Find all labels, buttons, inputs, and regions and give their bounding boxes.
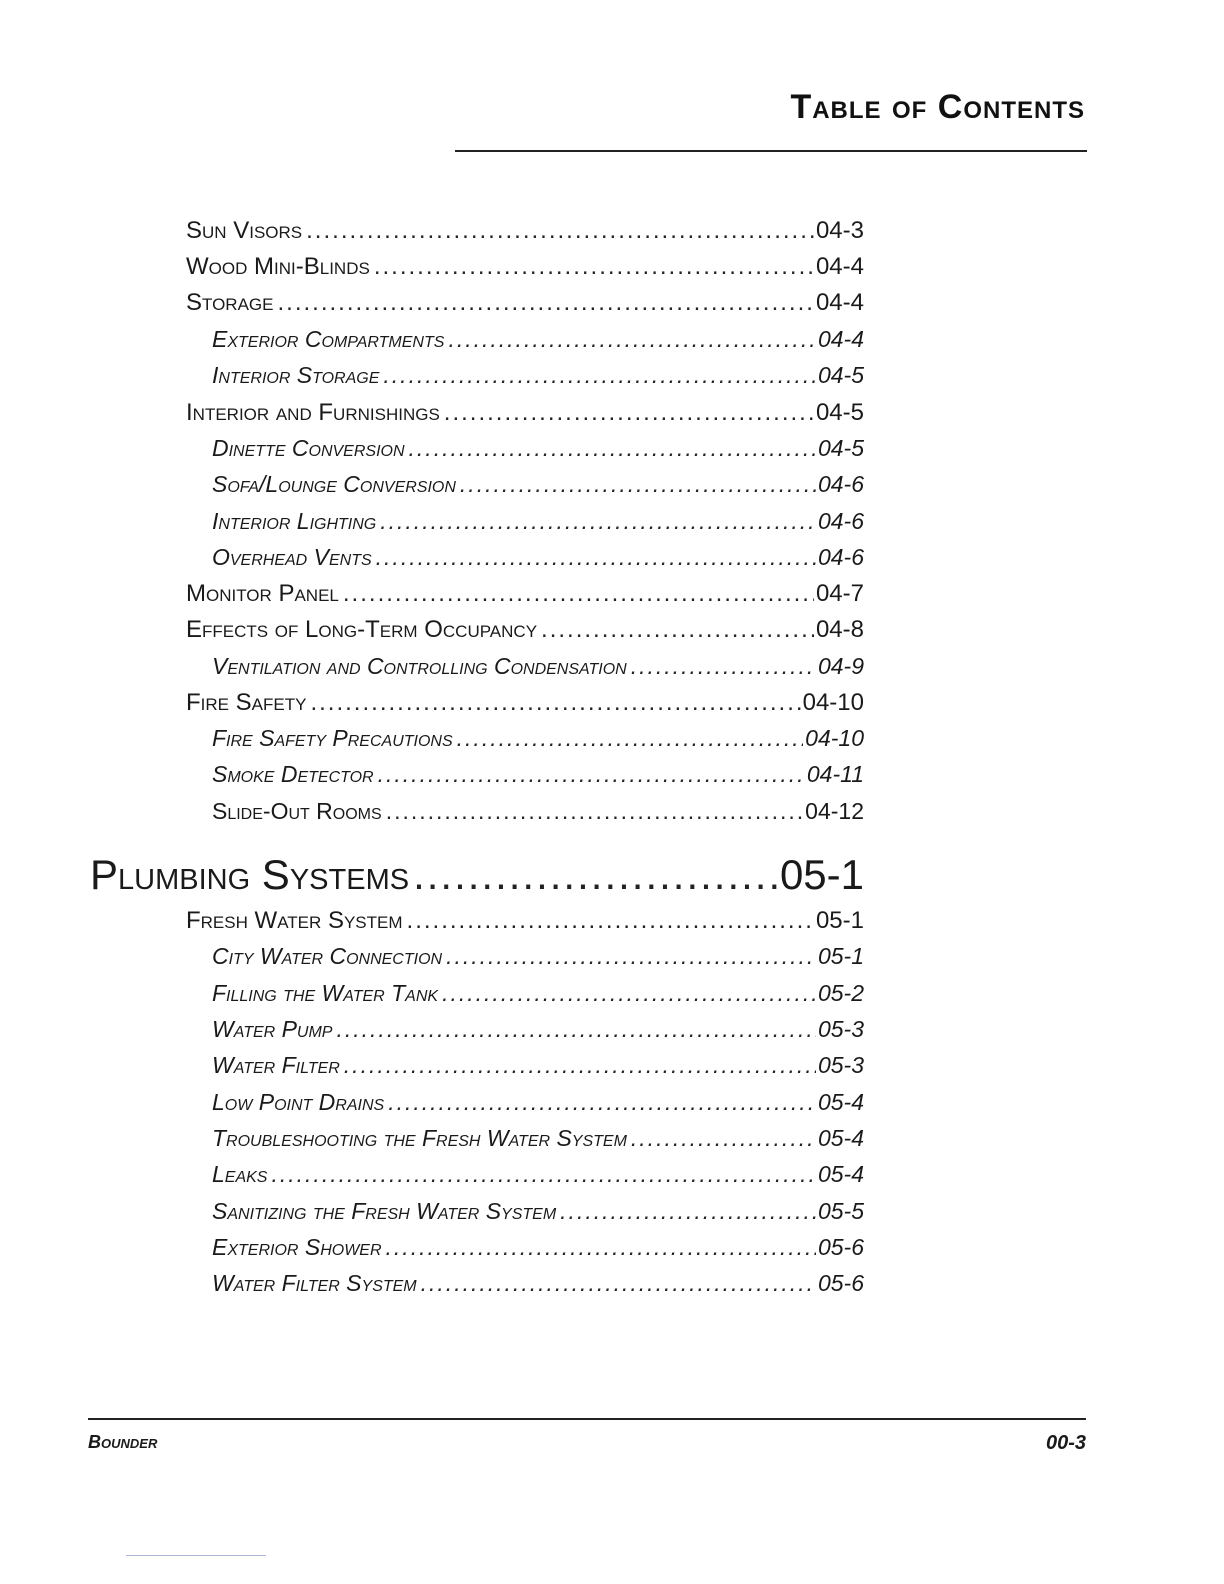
dot-leader <box>541 618 814 643</box>
toc-entry-label: Overhead Vents <box>212 544 372 570</box>
toc-entry-label: Ventilation and Controlling Condensation <box>212 653 627 679</box>
dot-leader <box>344 1054 816 1078</box>
dot-leader <box>560 1200 816 1224</box>
dot-leader <box>444 401 814 426</box>
dot-leader <box>278 291 814 316</box>
toc-entry-exterior-shower[interactable] <box>212 1234 864 1261</box>
toc-entry-page: 05-4 <box>817 1161 864 1187</box>
toc-entry-water-pump[interactable] <box>212 1016 864 1043</box>
dot-leader <box>374 255 814 280</box>
toc-entry-label: Fresh Water System <box>186 907 403 934</box>
dot-leader <box>386 1236 816 1260</box>
page-footer <box>88 1418 1086 1460</box>
toc-entry-filling-water-tank[interactable] <box>212 980 864 1007</box>
dot-leader <box>448 328 816 352</box>
dot-leader <box>442 982 816 1006</box>
toc-entry-water-filter[interactable] <box>212 1052 864 1079</box>
toc-entry-sun-visors[interactable] <box>186 217 864 245</box>
dot-leader <box>631 1127 816 1151</box>
toc-entry-slide-out-rooms[interactable] <box>212 798 864 825</box>
toc-entry-label: Sun Visors <box>186 217 303 244</box>
toc-entry-page: 04-5 <box>815 399 864 426</box>
toc-entry-fire-safety-precautions[interactable] <box>212 725 864 752</box>
toc-entry-page: 04-10 <box>802 689 864 716</box>
toc-entry-exterior-compartments[interactable] <box>212 326 864 353</box>
toc-entry-label: Sanitizing the Fresh Water System <box>212 1198 557 1224</box>
dot-leader <box>388 1091 816 1115</box>
toc-entry-label: Fire Safety Precautions <box>212 725 453 751</box>
toc-entry-interior-lighting[interactable] <box>212 508 864 535</box>
toc-entry-label: Effects of Long-Term Occupancy <box>186 616 538 643</box>
toc-entry-interior-and-furnishings[interactable] <box>186 399 864 427</box>
toc-entry-page: 04-9 <box>817 653 864 679</box>
toc-entry-leaks[interactable] <box>212 1161 864 1188</box>
toc-entry-fire-safety[interactable] <box>186 689 864 717</box>
toc-entry-label: Interior and Furnishings <box>186 399 440 426</box>
toc-entry-label: Exterior Compartments <box>212 326 445 352</box>
toc-entry-dinette-conversion[interactable] <box>212 435 864 462</box>
dot-leader <box>631 655 816 679</box>
dot-leader <box>413 854 778 896</box>
toc-entry-page: 04-3 <box>815 217 864 244</box>
toc-entry-label: Leaks <box>212 1161 268 1187</box>
toc-entry-page: 05-4 <box>817 1125 864 1151</box>
toc-entry-label: Exterior Shower <box>212 1234 382 1260</box>
toc-entry-page: 04-4 <box>817 326 864 352</box>
toc-chapter-label: Plumbing Systems <box>90 851 410 898</box>
dot-leader <box>376 546 816 570</box>
dot-leader <box>446 945 816 969</box>
toc-entry-ventilation-condensation[interactable] <box>212 653 864 680</box>
toc-entry-page: 05-6 <box>817 1234 864 1260</box>
toc-entry-page: 05-2 <box>817 980 864 1006</box>
toc-entry-water-filter-system[interactable] <box>212 1270 864 1297</box>
scan-artifact-line <box>126 1555 266 1556</box>
toc-entry-label: Sofa/Lounge Conversion <box>212 471 456 497</box>
toc-entry-overhead-vents[interactable] <box>212 544 864 571</box>
page-header <box>455 82 1087 152</box>
toc-entry-sanitizing[interactable] <box>212 1198 864 1225</box>
dot-leader <box>457 727 804 751</box>
dot-leader <box>460 473 816 497</box>
toc-entry-label: Filling the Water Tank <box>212 980 439 1006</box>
toc-entry-label: Water Filter System <box>212 1270 417 1296</box>
toc-entry-label: Interior Lighting <box>212 508 377 534</box>
dot-leader <box>343 582 814 607</box>
dot-leader <box>310 691 800 716</box>
page-title: Table of Contents <box>790 88 1085 126</box>
toc-entry-label: Water Pump <box>212 1016 333 1042</box>
toc-entry-low-point-drains[interactable] <box>212 1089 864 1116</box>
toc-entry-page: 05-1 <box>815 907 864 934</box>
toc-entry-page: 04-5 <box>817 362 864 388</box>
toc-entry-label: Smoke Detector <box>212 761 374 787</box>
toc-entry-label: Storage <box>186 289 274 316</box>
toc-entry-label: Dinette Conversion <box>212 435 405 461</box>
toc-entry-page: 04-6 <box>817 471 864 497</box>
toc-entry-storage[interactable] <box>186 289 864 317</box>
toc-entry-page: 04-5 <box>817 435 864 461</box>
toc-entry-wood-mini-blinds[interactable] <box>186 253 864 281</box>
toc-entry-interior-storage[interactable] <box>212 362 864 389</box>
dot-leader <box>271 1163 815 1187</box>
toc-entry-page: 04-8 <box>815 616 864 643</box>
footer-brand: Bounder <box>88 1432 158 1452</box>
dot-leader <box>409 437 816 461</box>
toc-entry-label: City Water Connection <box>212 943 443 969</box>
dot-leader <box>383 364 816 388</box>
toc-chapter-page: 05-1 <box>779 851 864 898</box>
toc-chapter-plumbing-systems[interactable] <box>90 851 864 899</box>
toc-entry-page: 04-11 <box>806 761 864 787</box>
toc-entry-label: Monitor Panel <box>186 580 339 607</box>
toc-entry-page: 05-6 <box>817 1270 864 1296</box>
toc-entry-page: 04-12 <box>805 798 864 824</box>
dot-leader <box>407 909 814 934</box>
toc-entry-page: 05-3 <box>817 1016 864 1042</box>
toc-entry-smoke-detector[interactable] <box>212 761 864 788</box>
dot-leader <box>421 1272 816 1296</box>
toc-entry-city-water-connection[interactable] <box>212 943 864 970</box>
toc-entry-page: 05-5 <box>817 1198 864 1224</box>
dot-leader <box>386 800 803 824</box>
toc-entry-label: Wood Mini-Blinds <box>186 253 370 280</box>
toc-entry-effects-long-term-occupancy[interactable] <box>186 616 864 644</box>
toc-entry-monitor-panel[interactable] <box>186 580 864 608</box>
toc-entry-page: 04-7 <box>815 580 864 607</box>
toc-entry-label: Water Filter <box>212 1052 340 1078</box>
toc-entry-label: Slide-Out Rooms <box>212 798 382 824</box>
toc-entry-page: 05-4 <box>817 1089 864 1115</box>
toc-entry-troubleshooting[interactable] <box>212 1125 864 1152</box>
toc-entry-fresh-water-system[interactable] <box>186 907 864 935</box>
toc-entry-page: 04-6 <box>817 544 864 570</box>
page-number: 00-3 <box>1045 1432 1086 1454</box>
toc-entry-page: 05-3 <box>817 1052 864 1078</box>
toc-entry-page: 04-6 <box>817 508 864 534</box>
toc-entry-label: Fire Safety <box>186 689 307 716</box>
toc-entry-page: 04-4 <box>815 289 864 316</box>
toc-entry-page: 04-10 <box>805 725 864 751</box>
dot-leader <box>306 219 814 244</box>
toc-entry-label: Low Point Drains <box>212 1089 385 1115</box>
dot-leader <box>378 763 805 787</box>
toc-entry-label: Interior Storage <box>212 362 380 388</box>
toc-entry-sofa-lounge-conversion[interactable] <box>212 471 864 498</box>
dot-leader <box>336 1018 815 1042</box>
toc-entry-page: 04-4 <box>815 253 864 280</box>
dot-leader <box>380 510 816 534</box>
toc-entry-label: Troubleshooting the Fresh Water System <box>212 1125 627 1151</box>
toc-entry-page: 05-1 <box>817 943 864 969</box>
